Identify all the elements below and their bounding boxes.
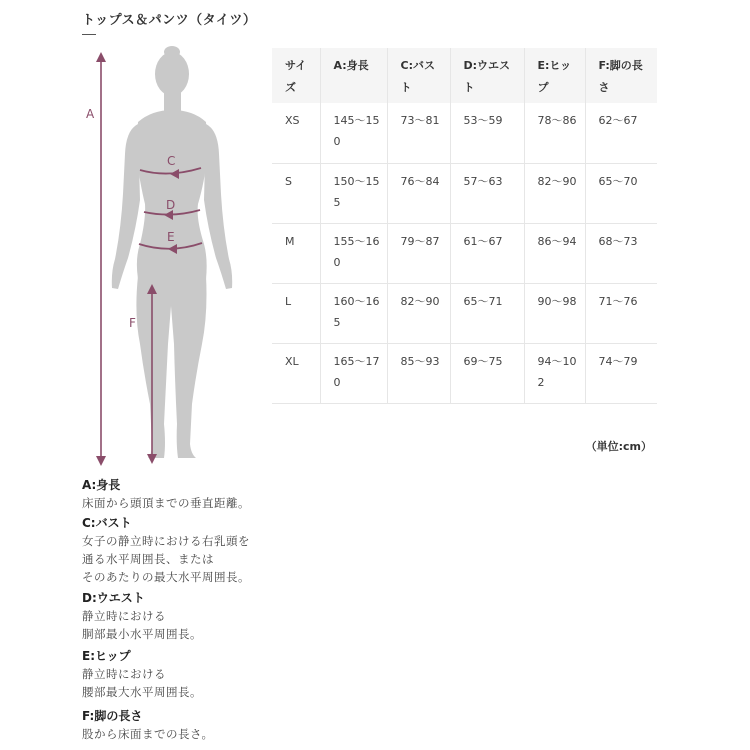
definition-title: A:身長 xyxy=(82,478,121,492)
table-cell: 74〜79 xyxy=(585,343,657,403)
body-silhouette xyxy=(112,46,232,458)
col-header-bust: C:バスト xyxy=(387,48,450,103)
table-cell: 79〜87 xyxy=(387,223,450,283)
body-figure-svg xyxy=(78,44,248,476)
table-cell: 86〜94 xyxy=(524,223,585,283)
table-row xyxy=(272,343,657,403)
body-measurement-figure xyxy=(78,44,248,476)
definition-text: 胴部最小水平周囲長。 xyxy=(82,627,202,641)
definition-title: C:バスト xyxy=(82,516,132,530)
table-cell: 160〜165 xyxy=(320,283,387,343)
table-cell: 76〜84 xyxy=(387,163,450,223)
table-cell: 57〜63 xyxy=(450,163,524,223)
table-cell: 145〜150 xyxy=(320,103,387,163)
definition-text: 通る水平周囲長、または xyxy=(82,552,214,566)
label-a: A xyxy=(86,107,95,121)
table-cell: XL xyxy=(272,343,320,403)
table-row xyxy=(272,163,657,223)
definition-text: そのあたりの最大水平周囲長。 xyxy=(82,570,250,584)
table-cell: XS xyxy=(272,103,320,163)
table-cell: 90〜98 xyxy=(524,283,585,343)
table-cell: 65〜71 xyxy=(450,283,524,343)
definition-waist xyxy=(82,589,202,643)
size-chart-table xyxy=(272,48,657,404)
definition-text: 静立時における xyxy=(82,667,166,681)
definition-height xyxy=(82,476,250,512)
table-cell: 82〜90 xyxy=(387,283,450,343)
table-cell: 61〜67 xyxy=(450,223,524,283)
page-title: トップス＆パンツ（タイツ） xyxy=(82,13,257,28)
table-cell: 155〜160 xyxy=(320,223,387,283)
table-cell: L xyxy=(272,283,320,343)
table-cell: 71〜76 xyxy=(585,283,657,343)
col-header-hip: E:ヒップ xyxy=(524,48,585,103)
table-cell: M xyxy=(272,223,320,283)
definition-title: D:ウエスト xyxy=(82,591,145,605)
table-cell: 73〜81 xyxy=(387,103,450,163)
table-cell: 78〜86 xyxy=(524,103,585,163)
col-header-height: A:身長 xyxy=(320,48,387,103)
definition-bust xyxy=(82,514,250,586)
label-f: F xyxy=(129,316,136,330)
table-cell: 65〜70 xyxy=(585,163,657,223)
table-row xyxy=(272,283,657,343)
definition-hip xyxy=(82,647,202,701)
table-cell: 150〜155 xyxy=(320,163,387,223)
title-underline xyxy=(82,34,96,35)
definition-text: 女子の静立時における右乳頭を xyxy=(82,534,250,548)
table-header-row xyxy=(272,48,657,103)
table-cell: 62〜67 xyxy=(585,103,657,163)
table-row xyxy=(272,223,657,283)
label-e: E xyxy=(167,230,175,244)
col-header-size: サイズ xyxy=(272,48,320,103)
definition-title: E:ヒップ xyxy=(82,649,131,663)
height-arrow xyxy=(96,52,106,466)
col-header-waist: D:ウエスト xyxy=(450,48,524,103)
unit-note: （単位:cm） xyxy=(585,440,652,453)
table-cell: 85〜93 xyxy=(387,343,450,403)
table-cell: 165〜170 xyxy=(320,343,387,403)
col-header-leg-length: F:脚の長さ xyxy=(585,48,657,103)
table-cell: S xyxy=(272,163,320,223)
definition-title: F:脚の長さ xyxy=(82,709,143,723)
definition-text: 床面から頭頂までの垂直距離。 xyxy=(82,496,250,510)
table-cell: 53〜59 xyxy=(450,103,524,163)
definition-text: 静立時における xyxy=(82,609,166,623)
definition-text: 股から床面までの長さ。 xyxy=(82,727,214,741)
definition-leg-length xyxy=(82,707,214,743)
table-cell: 94〜102 xyxy=(524,343,585,403)
table-cell: 68〜73 xyxy=(585,223,657,283)
definition-text: 腰部最大水平周囲長。 xyxy=(82,685,202,699)
label-c: C xyxy=(167,154,176,168)
table-cell: 69〜75 xyxy=(450,343,524,403)
table-cell: 82〜90 xyxy=(524,163,585,223)
label-d: D xyxy=(166,198,176,212)
table-row xyxy=(272,103,657,163)
